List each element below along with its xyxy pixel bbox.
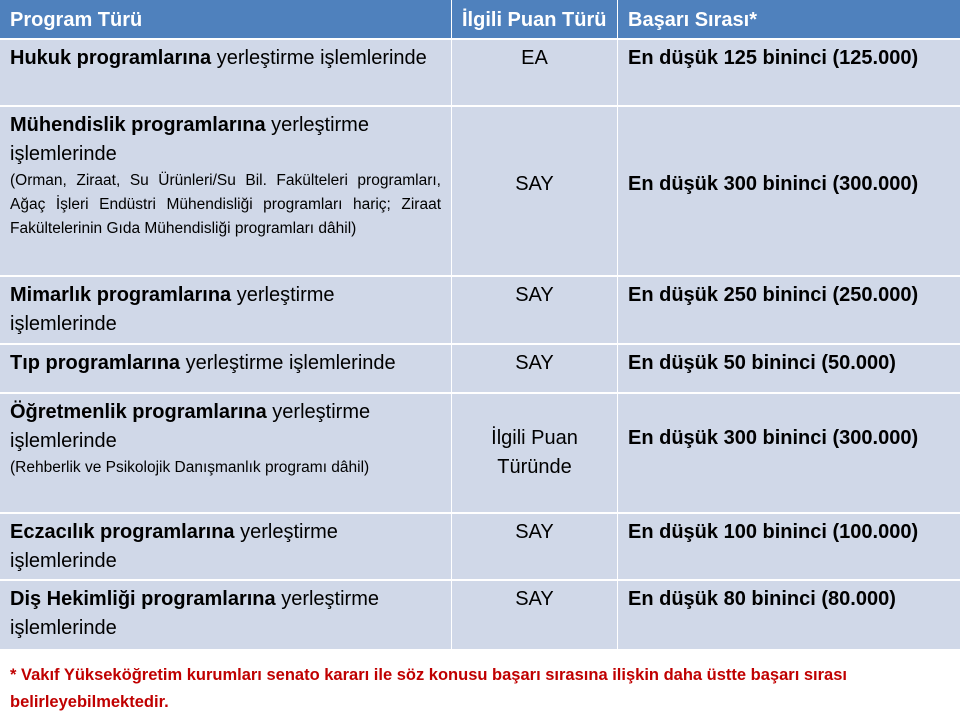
program-cell <box>0 40 452 107</box>
program-cell <box>0 514 452 581</box>
basari-sirasi-cell: En düşük 80 bininci (80.000) <box>618 581 960 651</box>
table-row <box>0 107 960 277</box>
program-cell <box>0 277 452 345</box>
program-desc: yerleştirme işlemlerinde <box>10 588 379 639</box>
basari-sirasi-cell: En düşük 100 bininci (100.000) <box>618 514 960 581</box>
program-desc: yerleştirme işlemlerinde <box>10 521 338 572</box>
puan-turu-cell: SAY <box>452 277 618 345</box>
program-desc: yerleştirme işlemlerinde <box>10 401 371 452</box>
program-note: (Rehberlik ve Psikolojik Danışmanlık programı dâhil) <box>10 459 370 476</box>
table-row <box>0 514 960 581</box>
program-name: Tıp programlarına <box>10 352 181 374</box>
puan-turu-cell: SAY <box>452 581 618 651</box>
program-name: Diş Hekimliği programlarına <box>10 588 276 610</box>
footnote: * Vakıf Yükseköğretim kurumları senato kararı ile söz konusu başarı sırasına ilişkin daha üstte başarı sırası belirleyebilmektedir. <box>10 666 847 711</box>
puan-turu-cell: EA <box>452 40 618 107</box>
basari-sirasi-cell: En düşük 50 bininci (50.000) <box>618 345 960 394</box>
program-note: (Orman, Ziraat, Su Ürünleri/Su Bil. Fakülteleri programları, Ağaç İşleri Endüstri Mühendisliği programları hariç; Ziraat Fakültelerinin Gıda Mühendisliği programları dâhil) <box>10 172 441 237</box>
table-row <box>0 345 960 394</box>
program-desc: yerleştirme işlemlerinde <box>180 352 396 374</box>
program-cell <box>0 394 452 514</box>
program-desc: yerleştirme işlemlerinde <box>211 47 427 69</box>
program-desc: yerleştirme işlemlerinde <box>10 284 335 335</box>
program-name: Eczacılık programlarına <box>10 521 235 543</box>
puan-turu-cell: SAY <box>452 107 618 277</box>
table-row <box>0 40 960 107</box>
header-puan-turu: İlgili Puan Türü <box>452 0 618 40</box>
table-row <box>0 394 960 514</box>
program-cell <box>0 581 452 651</box>
basari-sirasi-cell: En düşük 125 bininci (125.000) <box>618 40 960 107</box>
puan-turu-cell: İlgili Puan Türünde <box>452 394 618 514</box>
program-name: Hukuk programlarına <box>10 47 212 69</box>
basari-sirasi-cell: En düşük 300 bininci (300.000) <box>618 107 960 277</box>
basari-sirasi-cell: En düşük 250 bininci (250.000) <box>618 277 960 345</box>
program-cell <box>0 107 452 277</box>
program-cell <box>0 345 452 394</box>
program-name: Mimarlık programlarına <box>10 284 232 306</box>
program-name: Öğretmenlik programlarına <box>10 401 267 423</box>
header-basari-sirasi: Başarı Sırası* <box>618 0 960 40</box>
program-name: Mühendislik programlarına <box>10 114 266 136</box>
table-row <box>0 277 960 345</box>
program-desc: yerleştirme işlemlerinde <box>10 114 369 165</box>
header-program-turu: Program Türü <box>0 0 452 40</box>
table-row <box>0 581 960 651</box>
basari-sirasi-cell: En düşük 300 bininci (300.000) <box>618 394 960 514</box>
table-header-row <box>0 0 960 40</box>
puan-turu-cell: SAY <box>452 514 618 581</box>
puan-turu-cell: SAY <box>452 345 618 394</box>
